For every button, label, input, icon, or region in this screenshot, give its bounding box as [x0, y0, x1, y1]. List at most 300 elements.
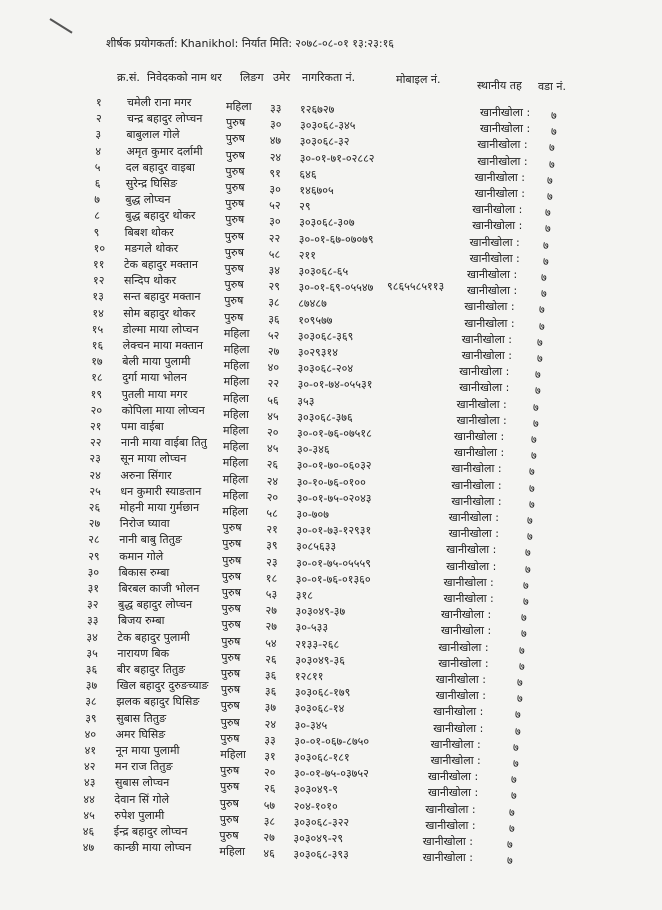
gender-value: पुरुष [225, 213, 245, 227]
ward-number: ७ [523, 578, 529, 592]
header-label: शीर्षक प्रयोगकर्ता: [106, 37, 178, 50]
record-sn: ४१ [84, 744, 97, 757]
col-header-name: निवेदकको नाम थर [147, 71, 222, 84]
ward-number: ७ [507, 854, 513, 868]
applicant-name: नानी बाबु तितुङ [119, 533, 182, 547]
gender-value: महिला [223, 391, 249, 405]
applicant-name: नारायण बिक [117, 646, 170, 660]
gender-value: महिला [223, 407, 249, 421]
record-sn: ४० [84, 727, 97, 741]
citizenship-number: ३०-०१-७४-०५५३१ [297, 378, 373, 392]
age-value: २७ [263, 831, 275, 844]
age-value: ५७ [263, 798, 276, 812]
ward-number: ७ [539, 319, 545, 333]
gender-value: पुरुष [225, 181, 245, 194]
local-level: खानीखोला : [433, 721, 484, 735]
age-value: ३० [269, 183, 281, 196]
age-value: २० [267, 426, 279, 439]
citizenship-number: ३०३०६८-३९३ [293, 848, 349, 862]
gender-value: पुरुष [221, 586, 241, 599]
ward-number: ७ [513, 757, 519, 770]
citizenship-number: ३०३०४९-२९ [293, 832, 344, 845]
record-sn: १५ [91, 322, 104, 336]
applicant-name: पमा वाईबा [121, 420, 164, 433]
gender-value: महिला [226, 100, 252, 113]
local-level: खानीखोला : [425, 818, 476, 832]
record-sn: ४ [95, 144, 102, 158]
record-sn: ३९ [85, 711, 97, 725]
citizenship-number: ३०-०१-७०-०६०३२ [296, 459, 372, 473]
citizenship-number: ३०३०६८-३४५ [300, 119, 356, 133]
gender-value: पुरुष [222, 521, 242, 535]
age-value: २४ [266, 474, 279, 488]
citizenship-number: ३०३०४९-३६ [295, 653, 345, 667]
age-value: ४७ [269, 134, 282, 148]
ward-number: ७ [529, 481, 535, 495]
age-value: ५२ [269, 199, 281, 213]
age-value: ५६ [267, 393, 279, 407]
local-level: खानीखोला : [446, 559, 497, 573]
gender-value: महिला [223, 440, 249, 454]
ward-number: ७ [513, 740, 519, 754]
age-value: ३३ [270, 102, 282, 115]
applicant-name: सुरेन्द्र घिसिङ [125, 177, 178, 190]
age-value: २१ [266, 523, 278, 537]
local-level: खानीखोला : [422, 835, 473, 848]
gender-value: महिला [220, 748, 246, 761]
age-value: २७ [267, 345, 280, 358]
record-sn: १८ [91, 371, 103, 385]
age-value: ३६ [268, 312, 280, 326]
header-user: Khanikhol: [180, 37, 239, 50]
citizenship-number: २९ [299, 200, 311, 214]
local-level: खानीखोला : [456, 397, 507, 411]
citizenship-number: १४६७०५ [299, 184, 334, 197]
citizenship-number: ३०३०६८-१७९ [294, 686, 351, 700]
age-value: ३८ [268, 296, 280, 310]
gender-value: पुरुष [225, 132, 245, 146]
age-value: ३० [270, 118, 282, 132]
age-value: २० [266, 490, 279, 504]
gender-value: पुरुष [224, 310, 244, 324]
citizenship-number: ३०८५६३३ [296, 540, 337, 554]
record-sn: १६ [91, 339, 104, 352]
record-sn: १ [96, 96, 102, 109]
local-level: खानीखोला : [433, 705, 484, 719]
age-value: १८ [265, 571, 278, 585]
gender-value: महिला [223, 424, 249, 437]
ward-number: ७ [549, 141, 555, 155]
age-value: २० [264, 766, 276, 780]
ward-number: ७ [509, 805, 515, 819]
citizenship-number: ३०३०६८-१८१ [294, 751, 350, 764]
col-header-mobile: मोबाइल नं. [396, 73, 441, 86]
gender-value: पुरुष [225, 164, 245, 178]
applicant-name: कमान गोले [119, 549, 164, 563]
citizenship-number: ३०३०६८-३२२ [293, 815, 350, 829]
gender-value: महिला [222, 488, 249, 502]
col-header-gender: लिङग [240, 71, 264, 84]
record-sn: २८ [88, 533, 100, 547]
gender-value: महिला [222, 456, 249, 470]
age-value: ५२ [267, 328, 280, 342]
ward-number: ७ [517, 676, 523, 689]
gender-value: पुरुष [219, 829, 239, 842]
record-sn: ४७ [82, 841, 95, 855]
applicant-name: कान्छी माया लोप्चन [113, 841, 192, 855]
local-level: खानीखोला : [464, 300, 515, 314]
age-value: ५८ [268, 247, 281, 261]
local-level: खानीखोला : [477, 154, 528, 168]
local-level: खानीखोला : [477, 138, 528, 152]
local-level: खानीखोला : [474, 187, 525, 200]
applicant-name: धन कुमारी स्याङतान [120, 484, 202, 498]
record-sn: ३ [95, 128, 102, 142]
citizenship-number: २०४-१०१० [293, 799, 338, 813]
export-date: २०७८-०८-०१ १३:२३:१६ [295, 37, 395, 50]
applicant-name: बुद्ध बहादुर लोप्चन [118, 598, 193, 612]
age-value: ५४ [265, 636, 277, 650]
local-level: खानीखोला : [454, 446, 505, 460]
record-sn: ११ [93, 258, 105, 271]
record-sn: २२ [90, 436, 102, 450]
citizenship-number: ३०३०६८-६५ [298, 265, 349, 278]
applicant-name: सन्त बहादुर मक्तान [123, 290, 201, 304]
record-sn: २० [90, 403, 103, 417]
ward-number: ७ [519, 659, 525, 673]
local-level: खानीखोला : [425, 802, 476, 816]
ward-number: ७ [537, 352, 543, 365]
col-header-citizenship: नागरिकता नं. [302, 71, 356, 84]
applicant-name: मङगले थोकर [124, 241, 179, 255]
local-level: खानीखोला : [469, 235, 520, 249]
record-sn: ९ [93, 225, 100, 239]
applicant-name: बुद्ध लोप्चन [125, 193, 171, 207]
citizenship-number: १२६७२७ [300, 103, 335, 116]
record-sn: ४५ [83, 808, 95, 822]
local-level: खानीखोला : [451, 478, 502, 492]
ward-number: ७ [511, 773, 517, 787]
local-level: खानीखोला : [467, 268, 518, 281]
age-value: ४६ [263, 847, 275, 861]
local-level: खानीखोला : [474, 170, 525, 184]
age-value: २६ [265, 652, 277, 666]
citizenship-number: २१३३-२६८ [295, 637, 340, 651]
citizenship-number: ३०-०१-७१-०२८८२ [299, 151, 375, 165]
ward-number: ७ [547, 190, 553, 203]
citizenship-number: ३०३०६८-२०४ [297, 362, 354, 376]
record-sn: २९ [88, 549, 100, 563]
gender-value: महिला [222, 505, 248, 518]
record-sn: २ [96, 112, 102, 126]
record-sn: ३३ [87, 614, 99, 628]
age-value: ३० [269, 215, 281, 229]
gender-value: पुरुष [220, 715, 240, 729]
gender-value: पुरुष [221, 618, 241, 632]
ward-number: ७ [539, 303, 545, 317]
record-sn: २७ [88, 517, 101, 531]
citizenship-number: ३०-७०७ [296, 508, 329, 521]
col-header-sn: क्र.सं. [117, 71, 140, 84]
ward-number: ७ [535, 368, 541, 382]
citizenship-number: १२८११ [294, 670, 324, 683]
applicant-name: सून माया लोप्चन [120, 452, 187, 466]
applicant-name: अमर घिसिङ [115, 727, 166, 741]
ward-number: ७ [507, 838, 513, 851]
applicant-name: लेक्चन माया मक्तान [122, 339, 204, 352]
ward-number: ७ [535, 384, 541, 398]
local-level: खानीखोला : [451, 494, 502, 508]
local-level: खानीखोला : [448, 511, 499, 524]
local-level: खानीखोला : [428, 770, 479, 784]
local-level: खानीखोला : [459, 381, 510, 395]
ward-number: ७ [531, 449, 537, 463]
local-level: खानीखोला : [456, 413, 507, 427]
applicant-name: अमृत कुमार दर्लामी [126, 144, 203, 158]
citizenship-number: ३०-३४५ [294, 718, 328, 732]
gender-value: पुरुष [222, 537, 242, 551]
age-value: २७ [265, 620, 277, 634]
gender-value: पुरुष [220, 780, 240, 794]
age-value: ३६ [264, 669, 277, 682]
applicant-name: कोपिला माया लोप्चन [121, 403, 205, 417]
export-date-label: निर्यात मिति: [241, 37, 293, 50]
applicant-name: रुपेश पुलामी [114, 808, 165, 822]
gender-value: पुरुष [220, 667, 241, 680]
ward-number: ७ [515, 724, 521, 738]
citizenship-number: ३०३०६८-३०७ [299, 216, 355, 230]
applicant-name: ईन्द्र बहादुर लोप्चन [113, 825, 188, 838]
age-value: ४० [267, 361, 280, 375]
ward-number: ७ [545, 222, 551, 236]
record-sn: ७ [94, 193, 100, 207]
gender-value: महिला [219, 845, 245, 859]
gender-value: पुरुष [224, 278, 244, 292]
record-sn: १४ [92, 306, 104, 320]
local-level: खानीखोला : [451, 462, 502, 476]
ward-number: ७ [549, 157, 555, 171]
age-value: २६ [264, 782, 276, 796]
local-level: खानीखोला : [448, 527, 499, 541]
age-value: ३१ [264, 750, 276, 763]
age-value: २४ [269, 150, 282, 164]
record-sn: १० [93, 241, 106, 255]
gender-value: पुरुष [224, 229, 244, 243]
record-sn: २६ [88, 501, 101, 514]
citizenship-number: ३०-०१-६७-०७०७९ [298, 232, 374, 246]
local-level: खानीखोला : [428, 786, 479, 800]
citizenship-number: ८७४८७ [298, 297, 327, 311]
citizenship-number: ३०-३४६ [297, 443, 330, 457]
local-level: खानीखोला : [459, 365, 510, 379]
record-sn: ५ [94, 160, 101, 174]
ward-number: ७ [519, 643, 525, 657]
ward-number: ७ [551, 109, 557, 122]
gender-value: पुरुष [221, 634, 241, 648]
applicant-name: सुबास तितुङ [116, 711, 167, 725]
ward-number: ७ [515, 708, 521, 722]
gender-value: महिला [223, 359, 250, 373]
gender-value: पुरुष [225, 148, 245, 162]
record-sn: १७ [91, 355, 103, 369]
local-level: खानीखोला : [435, 689, 486, 703]
citizenship-number: ३०-०१-०६७-८७५० [294, 734, 370, 748]
ward-number: ७ [547, 173, 553, 187]
local-level: खानीखोला : [446, 543, 497, 557]
local-level: खानीखोला : [472, 203, 523, 217]
applicant-name: बेली माया पुलामी [122, 355, 191, 369]
ward-number: ७ [525, 546, 531, 560]
age-value: ९१ [269, 166, 281, 180]
gender-value: पुरुष [221, 650, 241, 664]
age-value: ५८ [266, 507, 278, 520]
age-value: ३९ [266, 539, 278, 553]
citizenship-number: ३०-५३३ [295, 621, 329, 635]
ward-number: ७ [529, 497, 535, 511]
local-level: खानीखोला : [480, 106, 531, 119]
gender-value: पुरुष [225, 197, 245, 211]
applicant-name: मन राज तितुङ [115, 760, 173, 774]
ward-number: ७ [541, 287, 547, 301]
local-level: खानीखोला : [454, 430, 505, 443]
citizenship-number: ३०२९३१४ [297, 346, 338, 359]
local-level: खानीखोला : [480, 122, 531, 136]
record-sn: ३० [87, 565, 100, 579]
applicant-name: मोहनी माया गुर्मछान [119, 501, 200, 514]
local-level: खानीखोला : [422, 851, 473, 865]
record-sn: ३५ [86, 646, 98, 660]
record-sn: १९ [90, 387, 103, 401]
local-level: खानीखोला : [443, 575, 494, 589]
applicant-name: बीर बहादुर तितुङ [116, 663, 186, 676]
record-sn: २१ [90, 420, 102, 433]
applicant-name: बाबुलाल गोले [126, 128, 180, 142]
citizenship-number: ३०३०४९-३७ [295, 605, 346, 619]
record-sn: ८ [94, 209, 100, 223]
citizenship-number: ३०३०६८-३६९ [297, 329, 354, 343]
local-level: खानीखोला : [461, 349, 512, 362]
age-value: ३८ [263, 814, 276, 828]
applicant-name: बुद्ध बहादुर थोकर [125, 209, 196, 223]
record-sn: ३२ [87, 598, 99, 612]
local-level: खानीखोला : [430, 754, 481, 767]
table-row [0, 840, 662, 868]
record-sn: ३४ [86, 630, 98, 644]
citizenship-number: ३०-०१-७५-०२०४३ [296, 491, 372, 505]
citizenship-number: ३०-०१-७३-१२९३१ [296, 524, 372, 538]
record-sn: ३६ [85, 663, 98, 676]
gender-value: पुरुष [221, 602, 241, 616]
citizenship-number: ३०३०४९-९ [294, 783, 339, 797]
citizenship-number: ३०३०६८-३२ [299, 135, 350, 149]
ward-number: ७ [509, 821, 515, 835]
gender-value: पुरुष [221, 569, 241, 583]
gender-value: महिला [223, 343, 250, 356]
gender-value: महिला [222, 472, 249, 486]
col-header-age: उमेर [273, 71, 291, 84]
record-sn: ४६ [82, 825, 95, 838]
age-value: २२ [267, 377, 280, 391]
gender-value: महिला [223, 326, 250, 340]
pen-mark [49, 18, 72, 33]
ward-number: ७ [511, 789, 517, 803]
citizenship-number: ३०-०१-७६-०७५१८ [297, 427, 372, 440]
ward-number: ७ [529, 465, 535, 479]
applicant-name: सोम बहादुर थोकर [123, 306, 196, 320]
applicant-name: दुर्गा माया भोलन [122, 371, 187, 385]
col-header-ward: वडा नं. [538, 80, 566, 93]
age-value: २२ [268, 231, 281, 245]
age-value: ४५ [267, 409, 279, 423]
record-sn: २३ [89, 452, 101, 466]
gender-value: पुरुष [224, 245, 244, 259]
local-level: खानीखोला : [430, 737, 481, 751]
ward-number: ७ [543, 254, 549, 268]
applicant-name: चन्द्र बहादुर लोप्चन [127, 112, 203, 126]
age-value: २६ [266, 458, 279, 472]
age-value: ३३ [264, 733, 276, 747]
ward-number: ७ [551, 125, 557, 139]
applicant-name: पुतली माया मगर [121, 387, 188, 401]
applicant-name: डोल्मा माया लोप्चन [122, 322, 199, 336]
record-sn: ३८ [85, 695, 97, 709]
applicant-name: खिल बहादुर दुरुङच्याङ [116, 679, 209, 693]
applicant-name: निरोज घ्यावा [119, 517, 170, 531]
age-value: ३६ [264, 685, 277, 699]
applicant-name: टेक बहादुर पुलामी [117, 630, 190, 644]
local-level: खानीखोला : [441, 608, 492, 622]
ward-number: ७ [543, 238, 549, 252]
local-level: खानीखोला : [441, 624, 492, 638]
local-level: खानीखोला : [443, 592, 494, 605]
citizenship-number: १०९५७७ [298, 313, 333, 327]
local-level: खानीखोला : [472, 219, 523, 233]
applicant-name: बिबश थोकर [124, 225, 174, 239]
applicant-name: नानी माया वाईबा तितु [121, 436, 207, 450]
gender-value: पुरुष [220, 699, 240, 713]
ward-number: ७ [521, 611, 527, 625]
local-level: खानीखोला : [461, 332, 512, 346]
applicant-name: नून माया पुलामी [115, 744, 180, 757]
citizenship-number: ३०-०१-७६-०१३६० [295, 572, 371, 586]
ward-number: ७ [527, 530, 533, 544]
local-level: खानीखोला : [438, 640, 489, 654]
gender-value: पुरुष [220, 683, 241, 697]
applicant-name: अरुना सिंगार [120, 468, 172, 482]
col-header-local: स्थानीय तह [477, 79, 522, 92]
age-value: २३ [266, 555, 278, 569]
local-level: खानीखोला : [435, 673, 486, 686]
local-level: खानीखोला : [467, 284, 518, 298]
local-level: खानीखोला : [438, 656, 489, 670]
record-sn: १३ [92, 290, 104, 304]
citizenship-number: ३५३ [297, 394, 315, 408]
export-header [106, 36, 394, 51]
ward-number: ७ [545, 206, 551, 220]
record-sn: ४४ [83, 792, 95, 806]
age-value: ३४ [268, 264, 280, 277]
citizenship-number: ३०-०१-७५-०३७५२ [294, 767, 369, 781]
citizenship-number: २११ [298, 248, 316, 262]
ward-number: ७ [537, 335, 543, 349]
ward-number: ७ [541, 271, 547, 284]
age-value: ५३ [265, 588, 278, 601]
gender-value: पुरुष [222, 553, 242, 567]
ward-number: ७ [525, 562, 531, 576]
local-level: खानीखोला : [464, 316, 515, 330]
gender-value: पुरुष [220, 764, 240, 778]
record-sn: २४ [89, 468, 101, 482]
